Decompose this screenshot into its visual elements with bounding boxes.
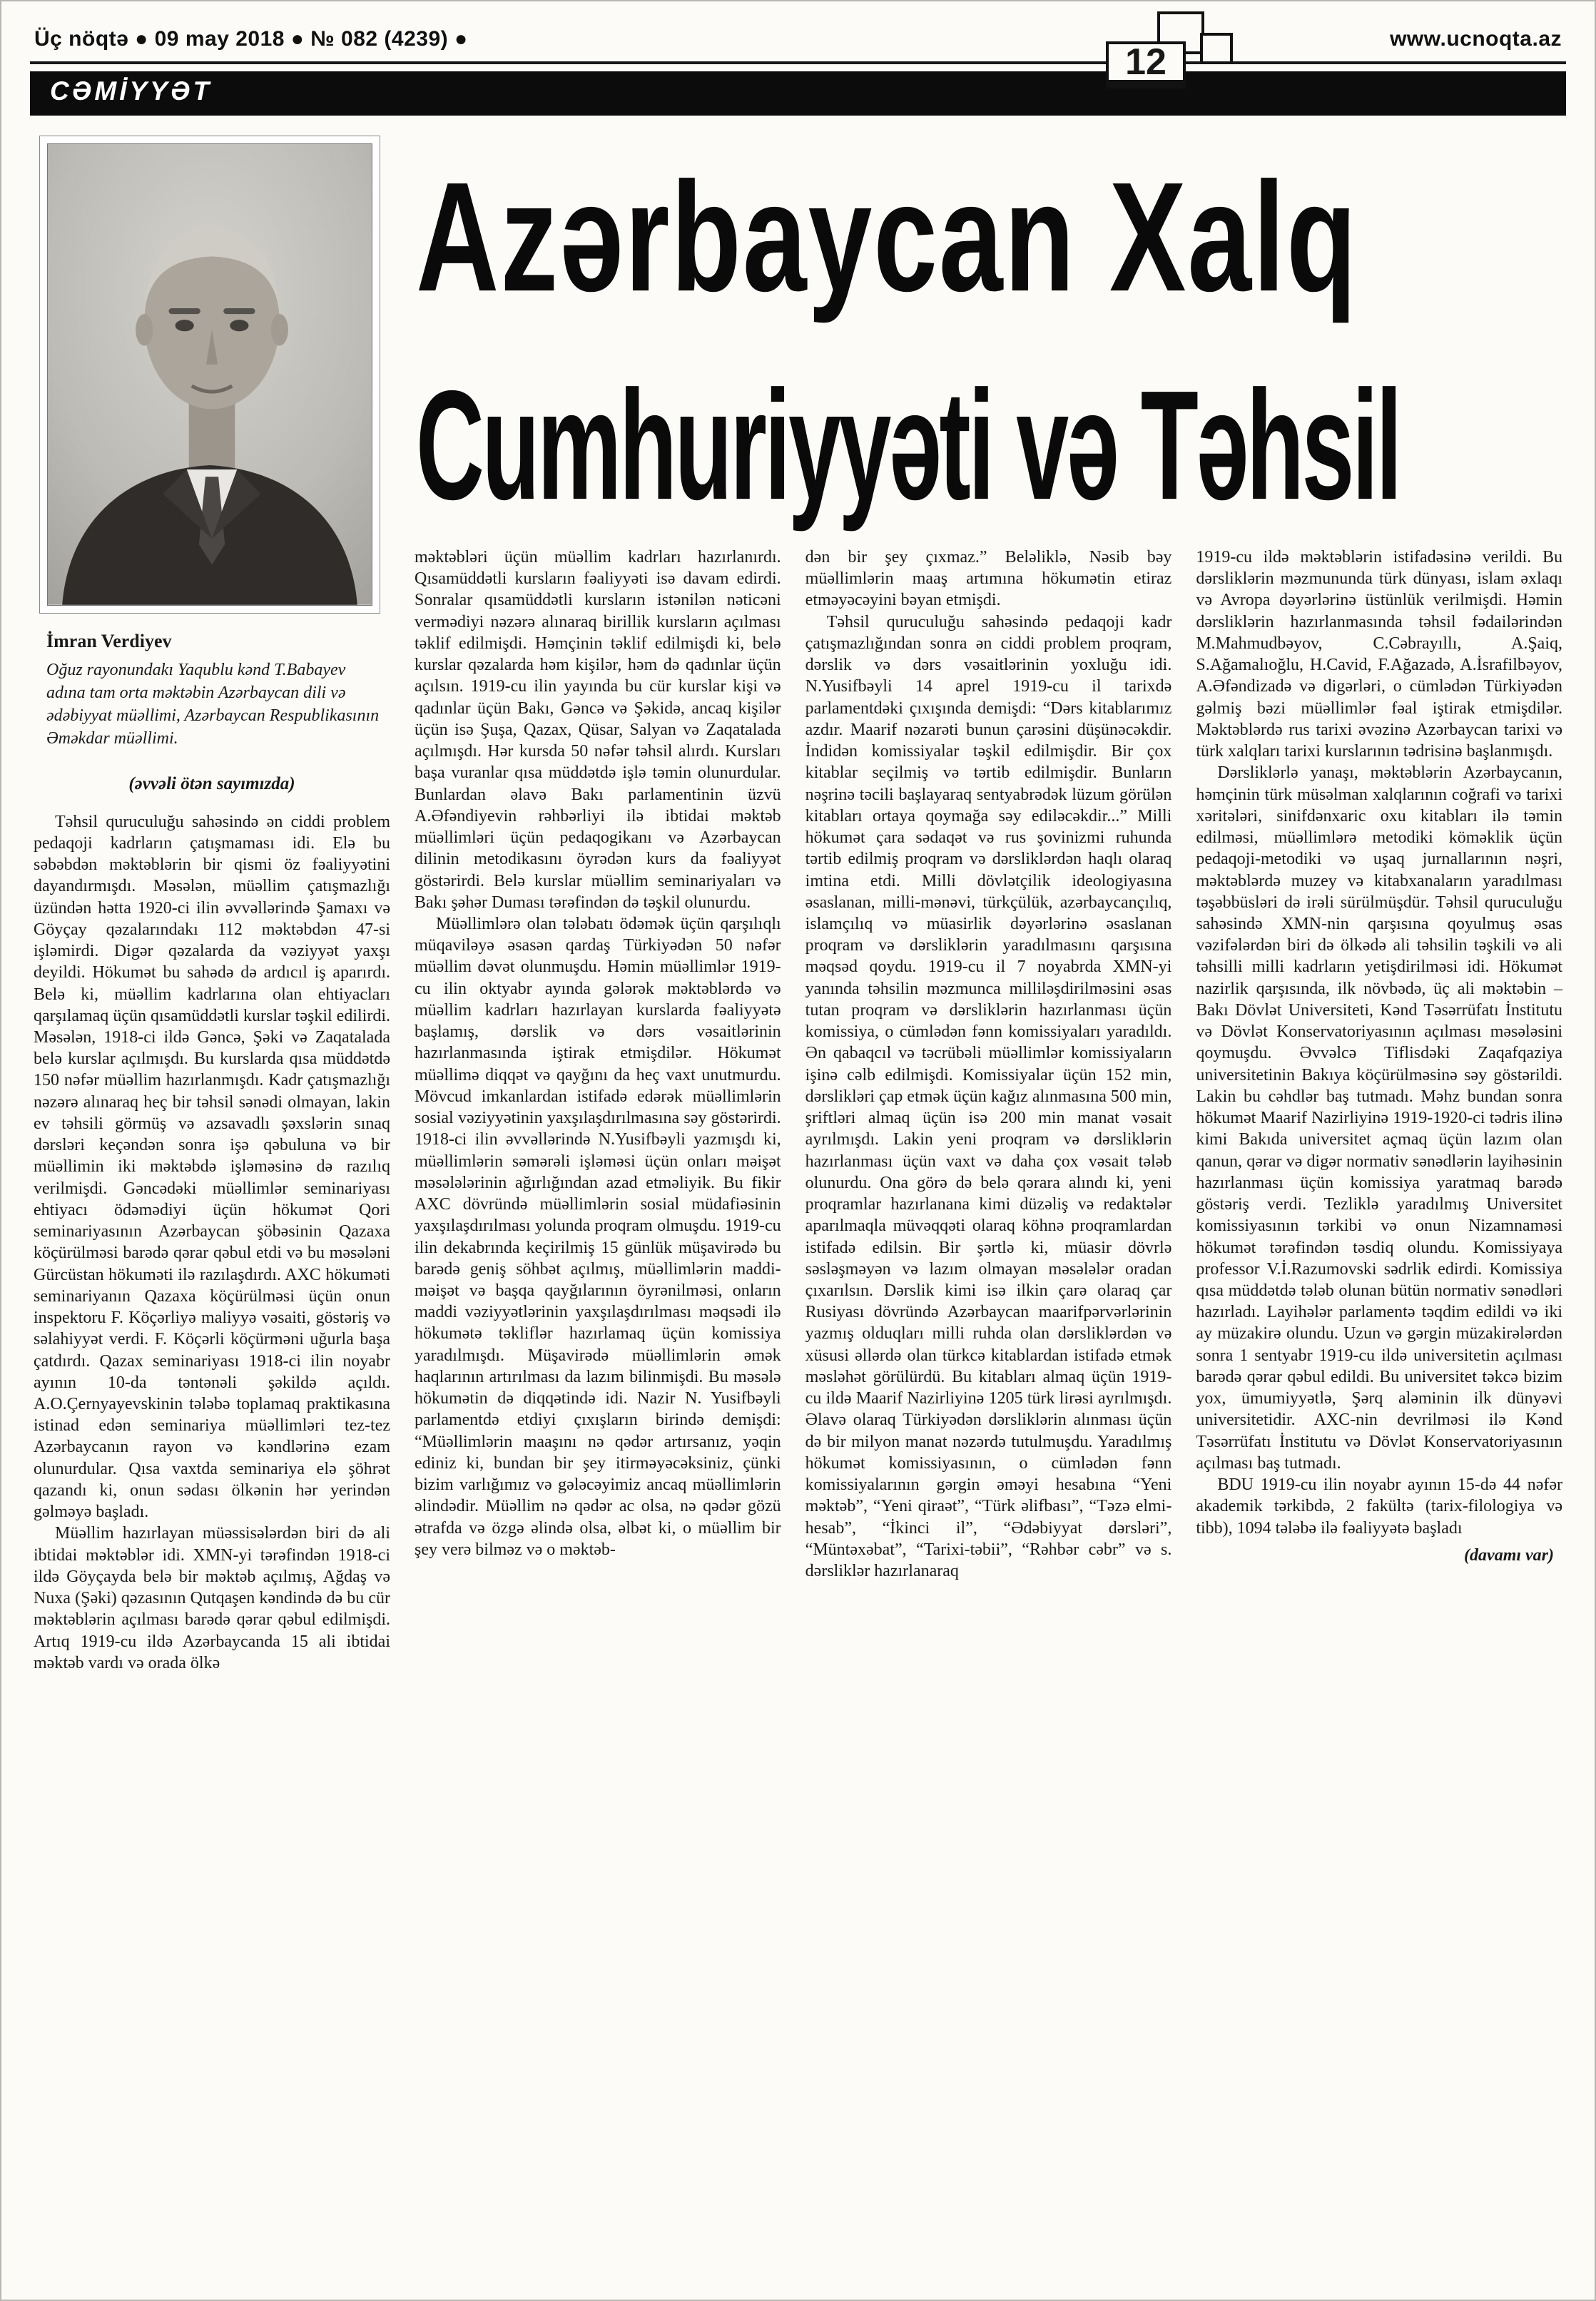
article-column-4 [1196,547,1562,1582]
article-paragraph: Dərsliklərlə yanaşı, məktəblərin Azərbaycanın, həmçinin türk müsəlman xalqlarının coğrafi və tarixi xəritələri, sinifdənxaric oxu kitabları ilə təmin edilməsi, müəllimlərə metodiki köməklik üçün pedaqoji-metodiki və uşaq jurnallarının nəşri, məktəblərdə muzey və kitabxanaların yaradılması təşəbbüsləri də irəli sürülmüşdür. Təhsil quruculuğu sahəsində XMN-nin qarşısına qoyulmuş əsas vəzifələrdən biri də ölkədə ali təhsilin təşkili və ali təhsilli milli kadrların yetişdirilməsi idi. Hökumət nazirlik qarşısında, ilk növbədə, üç ali məktəbin – Bakı Dövlət Universiteti, Kənd Təsərrüfatı İnstitutu və Dövlət Konservatoriyasının açılması məsələsini qoymuşdu. Əvvəlcə Tiflisdəki Zaqafqaziya universitetinin Bakıya köçürülməsinə səy göstərildi. Lakin bu cəhdlər baş tutmadı. Məhz bundan sonra hökumət Maarif Nazirliyinə 1919-1920-ci tədris ilinə kimi Bakıda universitet açmaq üçün lazım olan qanun, qərar və digər normativ sənədlərin layihəsinin hazırlanması üçün komissiya yaratmaq barədə göstəriş verdi. Tezliklə yaradılmış Universitet komissiyasının tərkibi və onun Nizamnaməsi hökumət tərəfindən təsdiq olundu. Komissiyaya professor V.İ.Razumovski sədrlik edirdi. Komissiya qısa müddətdə tələb olunan bütün normativ sənədləri hazırladı. Layihələr parlamentə təqdim edildi və iki ay müzakirə olundu. Uzun və gərgin müzakirələrdən sonra 1 sentyabr 1919-cu ildə universitetin açılması barədə qərar qəbul edildi. Bu universitet təkcə bizim yox, ümumiyyətlə, Şərq aləminin ilk dünyəvi universitetidir. AXC-nin devrilməsi ilə Kənd Təsərrüfatı İnstitutu və Dövlət Konservatoriyasının açılması baş tutmadı. [1196,763,1563,1473]
headline-and-columns [415,133,1562,1674]
masthead-website: www.ucnoqta.az [1390,27,1562,51]
page-number-box [1106,41,1186,88]
portrait-photo [39,136,380,614]
article-column-2 [415,547,781,1582]
photo-caption-name: İmran Verdiyev [46,630,172,651]
masthead [1,1,1595,61]
section-banner [30,71,1566,116]
body-columns [415,547,1562,1582]
article-paragraph: Müəllimlərə olan tələbatı ödəmək üçün qarşılıqlı müqaviləyə əsasən qardaş Türkiyədən 50 nəfər müəllim dəvət olunmuşdu. Həmin müəllimlər 1919-cu ilin oktyabr ayında gələrək məktəblərdə və müəllim kadrları hazırlayan kurslarda fəaliyyətə başlamış, dərslik və dərs vəsaitlərinin hazırlanmasında iştirak etmişdilər. Hökumət müəllimə diqqət və qayğını da heç vaxt unutmurdu. Mövcud imkanlardan istifadə edərək müəllimlərin sosial vəziyyətinin yaxşılaşdırılmasına səy göstərirdi. 1918-ci ilin əvvəllərində N.Yusifbəyli yazmışdı ki, müəllimlərin səmərəli işləməsi üçün onları məişət məsələlərinin ağırlığından azad etməliyik. Bu fikir AXC dövründə müəllimlərin sosial müdafiəsinin yaxşılaşdırılması yolunda proqram olmuşdu. 1919-cu ilin dekabrında keçirilmiş 15 günlük müşavirədə bu barədə geniş söhbət açılmış, müəllimlərin maddi-məişət və başqa qayğılarının öyrənilməsi, onların maddi vəziyyətlərinin yaxşılaşdırılması məqsədi ilə hökumətə təkliflər hazırlamaq üçün komissiya yaradılmışdı. Müşavirədə müəllimlərin əmək haqlarının artırılması da lazım bilinmişdi. Bu məsələ hökumətin də diqqətində idi. Nazir N. Yusifbəyli parlamentdə etdiyi çıxışların birində demişdi: “Müəllimlərin maaşını nə qədər artırsanız, yəqin ediniz ki, bundan bir şey itirməyəcəksiniz, çünki bizim varlığımız və gələcəyimiz ancaq müəllimlərin əlindədir. Müəllim nə qədər ac olsa, nə qədər gözü ətrafda və özgə əlində olsa, əlbət ki, o müəllim bir şey verə bilməz və o məktəb- [415,914,781,1559]
article-paragraph: Təhsil quruculuğu sahəsində ən ciddi problem pedaqoji kadrların çatışmaması idi. Elə bu səbəbdən məktəblərin bir qismi öz fəaliyyətini dayandırmışdı. Məsələn, müəllim çatışmazlığı üzündən hətta 1920-ci ilin əvvəllərində Şamaxı və Göyçay qəzalarındakı 112 məktəbdən 47-si işləmirdi. Digər qəzalarda da vəziyyət yaxşı deyildi. Hökumət bu sahədə də ardıcıl iş aparırdı. Belə ki, müəllim kadrlarına olan ehtiyacları qarşılamaq üçün qısamüddətli kurslar təşkil edilirdi. Məsələn, 1918-ci ildə Gəncə, Şəki və Zaqatalada belə kurslar açılmışdı. Bu kurslarda qısa müddətdə 150 nəfər müəllim hazırlanmışdı. Kadr çatışmazlığı nəzərə alınaraq heç bir təhsil sənədi olmayan, lakin ev təhsili görmüş və azsavadlı şəxslərin sınaq dərsləri keçəndən sonra işə qəbuluna və bir müəllimin iki məktəbdə işləməsinə də razılıq verilmişdi. Gəncədəki müəllimlər seminariyası ehtiyacı ödəmədiyi üçün hökumət Qori seminariyasının Azərbaycan şöbəsinin Qazaxa köçürülməsi barədə qərar qəbul etdi və bu məsələni Gürcüstan hökuməti ilə razılaşdırdı. AXC hökuməti seminariyanın Qazaxa köçürülməsi üçün onun inspektoru F. Köçərliyə maliyyə vəsaiti, göstəriş və səlahiyyət verdi. F. Köçərli köçürməni uğurla başa çatdırdı. Qazax seminariyası 1918-ci ilin noyabr ayının 10-da təntənəli şəkildə açıldı. A.O.Çernyayevskinin tələbə toplamaq praktikasına istinad edən seminariya müəllimləri tez-tez Azərbaycanın rayon və kəndlərinə ezam olunurdular. Qısa vaxtda seminariya elə şöhrət qazandı ki, onun sədası ölkənin hər yerindən gəlməyə başladı. [34,812,390,1522]
article-paragraph: Müəllim hazırlayan müəssisələrdən biri də ali ibtidai məktəblər idi. XMN-yi tərəfindən 1918-ci ildə Göyçayda belə bir məktəb açılmış, Ağdaş və Nuxa (Şəki) qəzasının Qutqaşen kəndində də bu cür məktəblərin açılması barədə qərar qəbul edilmişdi. Artıq 1919-cu ildə Azərbaycanda 15 ali ibtidai məktəb vardı və orada ölkə [34,1524,390,1672]
headline-line-2: Cumhuriyyəti və Təhsil [416,359,1401,533]
page-number-ornament [1106,11,1284,97]
article-paragraph: Təhsil quruculuğu sahəsində pedaqoji kadr çatışmazlığından sonra ən ciddi problem proqram, dərslik və dərs vəsaitlərinin yoxluğu idi. N.Yusifbəyli 14 aprel 1919-cu il tarixdə parlamentdəki çıxışında demişdi: “Dərs kitablarımız azdır. Maarif nəzarəti bunun çarəsini düşünəcəkdir. İndidən komissiyalar təşkil edilmişdir. Bir çox kitablar seçilmiş və tərtib edilmişdir. Bunların nəşrinə təcili başlayaraq sentyabrədək lüzum görülən kitabları ortaya qoymağa səy ediləcəkdir...” Milli hökumət çara sədaqət və rus şovinizmi ruhunda tərtib edilmiş proqram və dərsliklərdən haqlı olaraq imtina etdi. Milli dövlətçilik ideologiyasına əsaslanan, milli-mənəvi, türkçülük, azərbaycançılıq, islamçılıq və müasirlik dəyərlərinə əsaslanan proqram və dərsliklərin yaradılmasını qarşısına məqsəd qoydu. 1919-cu il 7 noyabrda XMN-yi yanında təhsilin məzmunca milliləşdirilməsini əsas tutan proqram və dərsliklərin hazırlanması üçün komissiya, o cümlədən fənn komissiyaları yaradıldı. Ən qabaqcıl və təcrübəli müəllimlər komissiyaların işinə cəlb edilmişdi. Komissiyalar üçün 152 min, dərslikləri çap etmək üçün kağız alınmasına 500 min, şriftləri almaq üçün isə 200 min manat vəsait ayrılmışdı. Lakin yeni proqram və dərsliklərin hazırlanması üçün vaxt və daha çox vəsait tələb olunurdu. Ona görə də belə qərara alındı ki, yeni proqramlar hazırlanana kimi düzəliş və redaktələr aparılmaqla müvəqqəti olaraq köhnə proqramlardan istifadə edilsin. Bir şərtlə ki, müasir dövrlə səsləşməyən və lazım olmayan məsələlər oradan çıxarılsın. Dərslik kimi isə ilkin çarə olaraq çar Rusiyası dövründə Azərbaycan maarifpərvərlərinin yazmış olduqları milli ruhda olan dərsliklərdən və xüsusi əllərdə olan türkcə kitablardan istifadə etmək məsləhət görülürdü. Bu kitabları almaq üçün 1919-cu ildə Maarif Nazirliyinə 1205 türk lirəsi ayrılmışdı. Əlavə olaraq Türkiyədən dərsliklərin alınması üçün də bir milyon manat nəzərdə tutulmuşdu. Yaradılmış hökumət komissiyasının, o cümlədən fənn komissiyalarının gərgin əməyi hesabına “Yeni məktəb”, “Yeni qiraət”, “Türk əlifbası”, “Təzə elmi-hesab”, “İkinci il”, “Ədəbiyyat dərsləri”, “Müntəxəbat”, “Tarixi-təbii”, “Rəhbər cəbr” və s. dərsliklər hazırlanaraq [805,612,1172,1581]
article-paragraph: BDU 1919-cu ilin noyabr ayının 15-də 44 nəfər akademik tərkibdə, 2 fakültə (tarix-filologiya və tibb), 1094 tələbə ilə fəaliyyətə başladı [1196,1475,1563,1538]
article-paragraph: məktəbləri üçün müəllim kadrları hazırlanırdı. Qısamüddətli kursların fəaliyyəti isə davam edirdi. Sonralar qısamüddətli kursların istənilən nəticəni vermədiyi nəzərə alınaraq birillik kursların açılması təklif edilmişdi. Həmçinin təklif edilmişdi ki, belə kurslar qəzalarda həm kişilər, həm də qadınlar üçün açılsın. 1919-cu ilin yayında bu cür kurslar kişi və qadınlar üçün Bakı, Gəncə və Şəkidə, ancaq kişilər üçün isə Şuşa, Qazax, Qüsar, Salyan və Zaqatalada açılmışdı. Hər kursda 50 nəfər təhsil alırdı. Kursları başa vuranlar qısa müddətdə işlə təmin olunurdular. Bunlardan əlavə Bakı parlamentinin üzvü A.Əfəndiyevin rəhbərliyi ilə ibtidai məktəb müəllimləri üçün pedaqogikanı və Azərbaycan dilinin metodikasını öyrədən kurs da fəaliyyət göstərirdi. Belə kurslar müəllim seminariyaları və Bakı şəhər Duması tərəfindən də təşkil olunurdu. [415,548,781,912]
page-number: 12 [1125,41,1166,83]
article-paragraph: 1919-cu ildə məktəblərin istifadəsinə verildi. Bu dərsliklərin məzmununda türk dünyası, islam əxlaqı və Avropa dəyərlərinə üstünlük verilmişdi. Həmin dərsliklərin hazırlanmasında təhsil fədailərindən M.Mahmudbəyov, C.Cəbrayıllı, A.Şaiq, S.Ağamalıoğlu, H.Cavid, F.Ağazadə, A.İsrafilbəyov, A.Əfəndizadə və digərləri, o cümlədən Türkiyədən gəlmiş bəzi müəllimlər fəal iştirak etmişdilər. Məktəblərdə rus tarixi əvəzinə Azərbaycan tarixi və türk xalqları tarixi kurslarının tədrisinə başlanmışdı. [1196,548,1563,761]
article-content [1,116,1595,1674]
ornament-square-small [1200,33,1233,64]
photo-caption-text: Oğuz rayonundakı Yaqublu kənd T.Babayev adına tam orta məktəbin Azərbaycan dili və ədəbiyyat müəllimi, Azərbaycan Respublikasının Əməkdar müəllimi. [46,660,380,748]
section-banner-label: CƏMİYYƏT [50,76,213,106]
photo-caption [34,629,390,750]
headline-line-1: Azərbaycan Xalq [416,151,1358,325]
article-headline [415,133,1562,547]
masthead-rule [30,61,1566,64]
article-column-1 [34,133,390,1674]
article-paragraph: dən bir şey çıxmaz.” Beləliklə, Nəsib bəy müəllimlərin maaş artımına hökumətin etiraz etməyəcəyini bəyan etmişdi. [805,548,1172,610]
portrait-photo-image [47,143,372,606]
ending-note: (davamı var) [1464,1545,1555,1565]
masthead-issue-info: Üç nöqtə ● 09 may 2018 ● № 082 (4239) ● [34,27,468,51]
article-column-3 [805,547,1172,1582]
continuation-note: (əvvəli ötən sayımızda) [128,774,295,794]
